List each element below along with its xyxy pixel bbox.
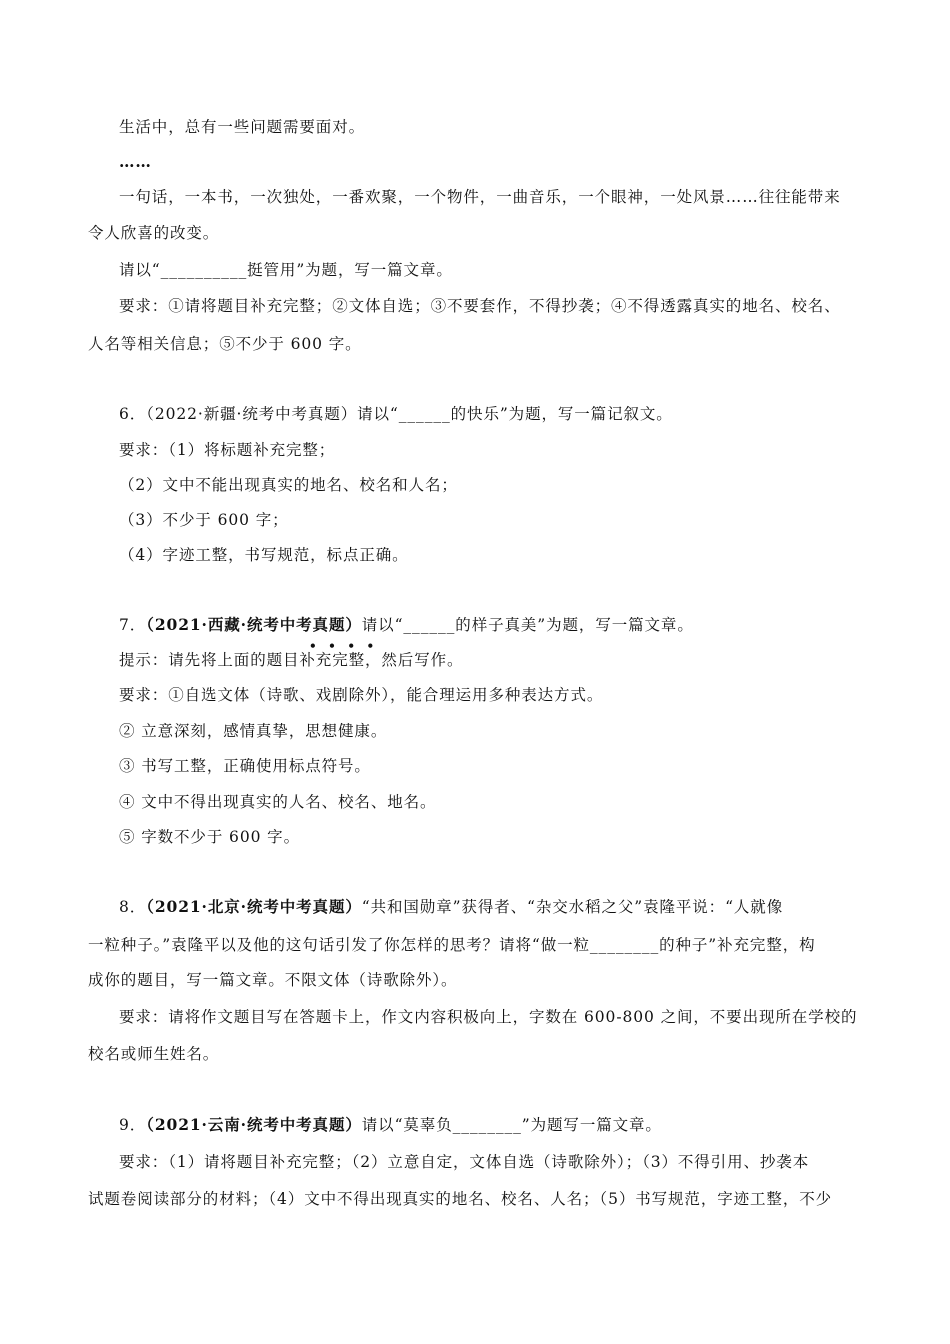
question-source: （2021·西藏·统考中考真题） bbox=[146, 615, 362, 634]
q7-requirement-1: 要求：①自选文体（诗歌、戏剧除外），能合理运用多种表达方式。 bbox=[119, 686, 604, 704]
q9-requirements-cont: 试题卷阅读部分的材料；（4）文中不得出现真实的地名、校名、人名；（5）书写规范，字迹工整，不少 bbox=[88, 1190, 833, 1208]
intro-line-1: 生活中，总有一些问题需要面对。 bbox=[119, 118, 366, 136]
q8-requirements: 要求：请将作文题目写在答题卡上，作文内容积极向上，字数在 600-800 之间，不要出现所在学校的 bbox=[119, 1008, 858, 1026]
question-number: 8． bbox=[119, 898, 147, 916]
q7-tip: 提示：请先将上面的题目补充完整，然后写作。 bbox=[119, 651, 464, 669]
question-source: （2021·云南·统考中考真题） bbox=[146, 1115, 362, 1134]
intro-ellipsis: …… bbox=[119, 152, 152, 171]
question-7 bbox=[119, 614, 862, 636]
question-prompt: 请以“______的快乐”为题，写一篇记叙文。 bbox=[357, 405, 673, 423]
question-prompt: 请以“莫辜负________”为题写一篇文章。 bbox=[361, 1116, 662, 1134]
emphasis-dots: •••• bbox=[309, 639, 386, 653]
question-number: 7． bbox=[119, 616, 147, 634]
intro-line-4: 令人欣喜的改变。 bbox=[88, 224, 220, 242]
question-6 bbox=[119, 403, 862, 425]
q9-requirements: 要求：（1）请将题目补充完整；（2）立意自定，文体自选（诗歌除外）；（3）不得引用、抄袭本 bbox=[119, 1153, 810, 1171]
intro-title-prompt: 请以“__________挺管用”为题，写一篇文章。 bbox=[119, 261, 453, 279]
q7-requirement-5: ⑤ 字数不少于 600 字。 bbox=[119, 828, 300, 846]
intro-line-3: 一句话，一本书，一次独处，一番欢聚，一个物件，一曲音乐，一个眼神，一处风景……往往能带来 bbox=[119, 188, 841, 206]
question-prompt: 请以“______的样子真美”为题，写一篇文章。 bbox=[361, 616, 694, 634]
q6-requirement-1: 要求：（1）将标题补充完整； bbox=[119, 441, 336, 459]
q8-line-3: 成你的题目，写一篇文章。不限文体（诗歌除外）。 bbox=[88, 971, 458, 989]
q6-requirement-3: （3）不少于 600 字； bbox=[119, 511, 289, 529]
question-number: 6． bbox=[119, 405, 147, 423]
q7-requirement-3: ③ 书写工整，正确使用标点符号。 bbox=[119, 757, 371, 775]
question-prompt: “共和国勋章”获得者、“杂交水稻之父”袁隆平说：“人就像 bbox=[361, 898, 784, 916]
q7-requirement-4: ④ 文中不得出现真实的人名、校名、地名。 bbox=[119, 793, 437, 811]
intro-requirements: 要求：①请将题目补充完整；②文体自选；③不要套作，不得抄袭；④不得透露真实的地名、校名、 bbox=[119, 297, 841, 315]
question-number: 9． bbox=[119, 1116, 147, 1134]
q8-requirements-cont: 校名或师生姓名。 bbox=[88, 1045, 220, 1063]
q6-requirement-2: （2）文中不能出现真实的地名、校名和人名； bbox=[119, 476, 458, 494]
question-source: （2022·新疆·统考中考真题） bbox=[146, 405, 358, 423]
intro-requirements-cont: 人名等相关信息；⑤不少于 600 字。 bbox=[88, 335, 362, 353]
question-9 bbox=[119, 1114, 862, 1136]
q6-requirement-4: （4）字迹工整，书写规范，标点正确。 bbox=[119, 546, 409, 564]
q7-requirement-2: ② 立意深刻，感情真挚，思想健康。 bbox=[119, 722, 388, 740]
question-source: （2021·北京·统考中考真题） bbox=[146, 897, 362, 916]
q8-line-2: 一粒种子。”袁隆平以及他的这句话引发了你怎样的思考？请将“做一粒________的种子”补充完整，构 bbox=[88, 936, 816, 954]
question-8 bbox=[119, 896, 862, 918]
